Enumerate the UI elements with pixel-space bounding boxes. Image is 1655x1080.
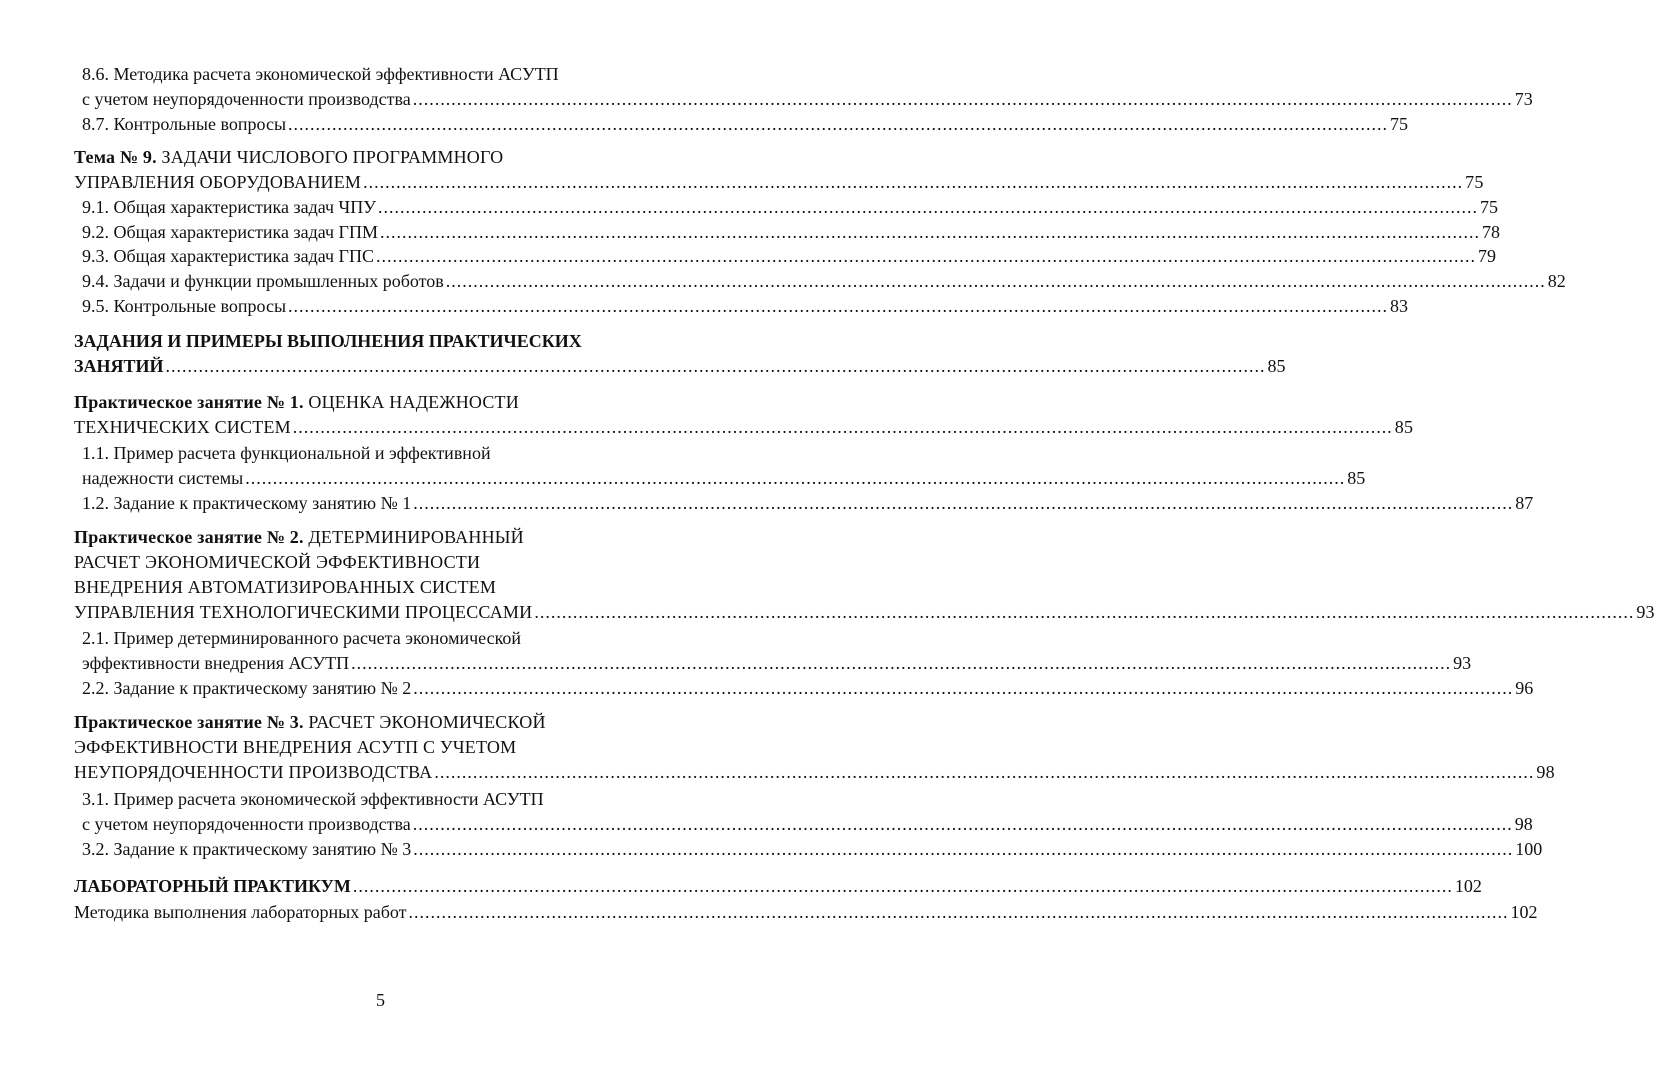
leader-dots: ........................................................................................................................................................................................................ — [292, 417, 1393, 437]
leader-dots: ........................................................................................................................................................................................................ — [245, 468, 1346, 488]
toc-entry-1-2[interactable] — [74, 491, 1534, 516]
toc-entry-text: с учетом неупорядоченности производства — [82, 814, 411, 834]
toc-entry-text: 1.1. Пример расчета функциональной и эффективной — [82, 443, 491, 463]
leader-dots: ........................................................................................................................................................................................................ — [375, 246, 1476, 266]
toc-entry-2-2[interactable] — [74, 676, 1534, 701]
toc-page-number: 79 — [1477, 246, 1496, 266]
toc-page-number: 98 — [1536, 762, 1555, 782]
toc-entry-lead: Практическое занятие № 2. — [74, 527, 304, 547]
toc-page-number: 85 — [1347, 468, 1366, 488]
toc-entry-lead: Тема № 9. — [74, 147, 157, 167]
toc-entry-topic-9[interactable] — [74, 145, 1484, 195]
leader-dots: ........................................................................................................................................................................................................ — [378, 197, 1478, 217]
toc-entry-text: 9.5. Контрольные вопросы — [82, 296, 287, 316]
leader-dots: ........................................................................................................................................................................................................ — [408, 902, 1509, 922]
leader-dots: ........................................................................................................................................................................................................ — [534, 602, 1635, 622]
toc-entry-text: ОЦЕНКА НАДЕЖНОСТИ — [303, 392, 519, 412]
leader-dots: ........................................................................................................................................................................................................ — [288, 114, 1389, 134]
toc-entry-text: УПРАВЛЕНИЯ ОБОРУДОВАНИЕМ — [74, 172, 362, 192]
leader-dots: ........................................................................................................................................................................................................ — [352, 876, 1453, 896]
toc-page-number: 73 — [1514, 89, 1533, 109]
toc-entry-text: 9.3. Общая характеристика задач ГПС — [82, 246, 374, 266]
toc-entry-9-3[interactable] — [74, 244, 1496, 269]
toc-entry-text: НЕУПОРЯДОЧЕННОСТИ ПРОИЗВОДСТВА — [74, 762, 433, 782]
toc-entry-9-2[interactable] — [74, 220, 1500, 245]
toc-entry-text: 9.2. Общая характеристика задач ГПМ — [82, 222, 378, 242]
toc-entry-text: ДЕТЕРМИНИРОВАННЫЙ — [303, 527, 524, 547]
toc-entry-text: УПРАВЛЕНИЯ ТЕХНОЛОГИЧЕСКИМИ ПРОЦЕССАМИ — [74, 602, 533, 622]
toc-page-number: 75 — [1465, 172, 1484, 192]
toc-entry-9-1[interactable] — [74, 195, 1498, 220]
toc-page-number: 93 — [1453, 653, 1472, 673]
leader-dots: ........................................................................................................................................................................................................ — [413, 678, 1514, 698]
page-number: 5 — [376, 990, 385, 1010]
toc-entry-lead: Практическое занятие № 3. — [74, 712, 304, 732]
toc-page-number: 75 — [1390, 114, 1409, 134]
toc-entry-8-6[interactable] — [74, 62, 1533, 112]
toc-page-number: 93 — [1636, 602, 1655, 622]
leader-dots: ........................................................................................................................................................................................................ — [379, 222, 1480, 242]
toc-page-number: 75 — [1480, 197, 1498, 217]
toc-entry-practical-1[interactable] — [74, 390, 1414, 440]
toc-entry-3-2[interactable] — [74, 837, 1543, 862]
leader-dots: ........................................................................................................................................................................................................ — [165, 356, 1266, 376]
toc-entry-text: 1.2. Задание к практическому занятию № 1 — [82, 493, 412, 513]
toc-entry-1-1[interactable] — [74, 441, 1366, 491]
toc-entry-practical-3[interactable] — [74, 710, 1555, 785]
toc-entry-8-7[interactable] — [74, 112, 1409, 137]
toc-entry-text: РАСЧЕТ ЭКОНОМИЧЕСКОЙ — [303, 712, 546, 732]
toc-page-number: 85 — [1394, 417, 1414, 437]
leader-dots: ........................................................................................................................................................................................................ — [363, 172, 1464, 192]
toc-entry-practical-tasks[interactable] — [74, 329, 1286, 379]
toc-entry-practical-2[interactable] — [74, 525, 1655, 625]
leader-dots: ........................................................................................................................................................................................................ — [413, 839, 1514, 859]
toc-entry-9-5[interactable] — [74, 294, 1409, 319]
toc-entry-text: надежности системы — [82, 468, 244, 488]
toc-entry-text: ТЕХНИЧЕСКИХ СИСТЕМ — [74, 417, 291, 437]
toc-entry-text: 8.7. Контрольные вопросы — [82, 114, 287, 134]
leader-dots: ........................................................................................................................................................................................................ — [412, 89, 1513, 109]
toc-entry-text: 3.1. Пример расчета экономической эффективности АСУТП — [82, 789, 544, 809]
toc-entry-lab-methodology[interactable] — [74, 900, 1538, 925]
toc-entry-3-1[interactable] — [74, 787, 1533, 837]
toc-entry-text: ЗАНЯТИЙ — [74, 356, 164, 376]
toc-entry-text: 3.2. Задание к практическому занятию № 3 — [82, 839, 412, 859]
toc-page-number: 82 — [1547, 271, 1566, 291]
leader-dots: ........................................................................................................................................................................................................ — [288, 296, 1389, 316]
toc-entry-text: 8.6. Методика расчета экономической эффективности АСУТП — [82, 64, 559, 84]
toc-entry-text: 9.1. Общая характеристика задач ЧПУ — [82, 197, 376, 217]
toc-entry-text: Методика выполнения лабораторных работ — [74, 902, 407, 922]
leader-dots: ........................................................................................................................................................................................................ — [445, 271, 1546, 291]
toc-entry-text: с учетом неупорядоченности производства — [82, 89, 411, 109]
toc-entry-text: РАСЧЕТ ЭКОНОМИЧЕСКОЙ ЭФФЕКТИВНОСТИ — [74, 552, 481, 572]
leader-dots: ........................................................................................................................................................................................................ — [413, 493, 1514, 513]
toc-entry-text: ЛАБОРАТОРНЫЙ ПРАКТИКУМ — [74, 876, 351, 896]
toc-entry-text: эффективности внедрения АСУТП — [82, 653, 350, 673]
toc-entry-lead: Практическое занятие № 1. — [74, 392, 304, 412]
toc-page-number: 102 — [1510, 902, 1538, 922]
toc-entry-9-4[interactable] — [74, 269, 1566, 294]
leader-dots: ........................................................................................................................................................................................................ — [351, 653, 1452, 673]
toc-entry-2-1[interactable] — [74, 626, 1472, 676]
toc-page-number: 98 — [1514, 814, 1533, 834]
toc-entry-text: 2.2. Задание к практическому занятию № 2 — [82, 678, 412, 698]
leader-dots: ........................................................................................................................................................................................................ — [412, 814, 1513, 834]
toc-entry-text: ЗАДАНИЯ И ПРИМЕРЫ ВЫПОЛНЕНИЯ ПРАКТИЧЕСКИХ — [74, 331, 582, 351]
leader-dots: ........................................................................................................................................................................................................ — [434, 762, 1535, 782]
toc-page-number: 85 — [1267, 356, 1286, 376]
toc-page-number: 78 — [1481, 222, 1500, 242]
toc-entry-text: ВНЕДРЕНИЯ АВТОМАТИЗИРОВАННЫХ СИСТЕМ — [74, 577, 497, 597]
toc-entry-lab-practicum[interactable] — [74, 874, 1482, 899]
toc-page-number: 83 — [1390, 296, 1409, 316]
toc-page-number: 102 — [1454, 876, 1482, 896]
toc-entry-text: 2.1. Пример детерминированного расчета экономической — [82, 628, 522, 648]
toc-entry-text: ЭФФЕКТИВНОСТИ ВНЕДРЕНИЯ АСУТП С УЧЕТОМ — [74, 737, 517, 757]
toc-page-number: 87 — [1515, 493, 1534, 513]
toc-page-number: 96 — [1515, 678, 1534, 698]
toc-entry-text: 9.4. Задачи и функции промышленных роботов — [82, 271, 444, 291]
toc-entry-text: ЗАДАЧИ ЧИСЛОВОГО ПРОГРАММНОГО — [156, 147, 504, 167]
toc-page-number: 100 — [1515, 839, 1543, 859]
